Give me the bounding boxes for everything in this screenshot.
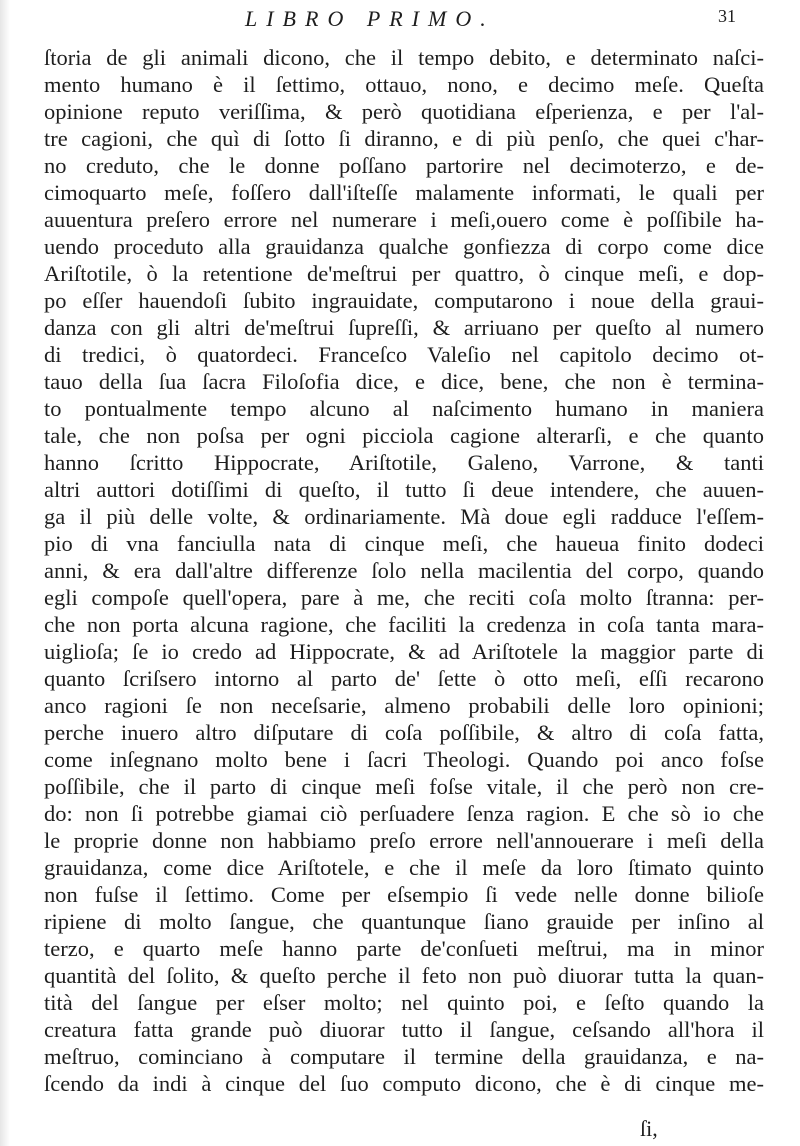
text-line: le proprie donne non habbiamo preſo errore nell'annouerare i meſi della: [44, 828, 764, 853]
page-number: 31: [718, 6, 736, 26]
text-line: opinione reputo veriſſima, & però quotidiana eſperienza, e per l'al-: [44, 99, 764, 124]
text-line: pio di vna fanciulla nata di cinque meſi, che haueua finito dodeci: [44, 531, 764, 556]
text-line: altri auttori dotiſſimi di queſto, il tutto ſi deue intendere, che auuen-: [44, 477, 764, 502]
text-line: no creduto, che le donne poſſano partorire nel decimoterzo, e de-: [44, 153, 764, 178]
text-line: quantità del ſolito, & queſto perche il feto non può diuorar tutta la quan-: [44, 963, 764, 988]
text-line: come inſegnano molto bene i ſacri Theologi. Quando poi anco foſse: [44, 747, 764, 772]
text-line: tità del ſangue per eſser molto; nel quinto poi, e ſeſto quando la: [44, 990, 764, 1015]
text-line: tale, che non poſsa per ogni picciola cagione alterarſi, e che quanto: [44, 423, 764, 448]
text-line: quanto ſcriſsero intorno al parto de' ſette ò otto meſi, eſſi recarono: [44, 666, 764, 691]
catchword: ſi,: [640, 1116, 658, 1141]
text-line: che non porta alcuna ragione, che faciliti la credenza in coſa tanta mara-: [44, 612, 764, 637]
text-line: ſtoria de gli animali dicono, che il tempo debito, e determinato naſci-: [44, 45, 764, 70]
text-line: mento humano è il ſettimo, ottauo, nono, e decimo meſe. Queſta: [44, 72, 764, 97]
text-line: creatura fatta grande può diuorar tutto il ſangue, ceſsando all'hora il: [44, 1017, 764, 1042]
text-line: non fuſse il ſettimo. Come per eſsempio ſi vede nelle donne bilioſe: [44, 882, 764, 907]
text-line: di tredici, ò quatordeci. Franceſco Valeſio nel capitolo decimo ot-: [44, 342, 764, 367]
text-line: po eſſer hauendoſi ſubito ingrauidate, computarono i noue della graui-: [44, 288, 764, 313]
text-line: poſſibile, che il parto di cinque meſi foſse vitale, il che però non cre-: [44, 774, 764, 799]
binding-edge: [0, 0, 10, 1146]
text-line: anni, & era dall'altre differenze ſolo nella macilentia del corpo, quando: [44, 558, 764, 583]
text-line: tre cagioni, che quì di ſotto ſi diranno, e di più penſo, che quei c'har-: [44, 126, 764, 151]
text-line: to pontualmente tempo alcuno al naſcimento humano in maniera: [44, 396, 764, 421]
text-line: cimoquarto meſe, foſſero dall'iſteſſe malamente informati, le quali per: [44, 180, 764, 205]
text-line: perche inuero altro diſputare di coſa poſſibile, & altro di coſa fatta,: [44, 720, 764, 745]
text-line: ripiene di molto ſangue, che quantunque ſiano grauide per inſino al: [44, 909, 764, 934]
body-text: [44, 44, 764, 1097]
text-line: grauidanza, come dice Ariſtotele, e che il meſe da loro ſtimato quinto: [44, 855, 764, 880]
text-line: egli compoſe quell'opera, pare à me, che reciti coſa molto ſtranna: per-: [44, 585, 764, 610]
text-line: meſtruo, cominciano à computare il termine della grauidanza, e na-: [44, 1044, 764, 1069]
text-line: hanno ſcritto Hippocrate, Ariſtotile, Galeno, Varrone, & tanti: [44, 450, 764, 475]
text-line: terzo, e quarto meſe hanno parte de'conſueti meſtrui, ma in minor: [44, 936, 764, 961]
text-line: Ariſtotile, ò la retentione de'meſtrui per quattro, ò cinque meſi, e dop-: [44, 261, 764, 286]
text-line: anco ragioni ſe non neceſsarie, almeno probabili delle loro opinioni;: [44, 693, 764, 718]
text-line: danza con gli altri de'meſtrui ſupreſſi, & arriuano per queſto al numero: [44, 315, 764, 340]
text-line: do: non ſi potrebbe giamai ciò perſuadere ſenza ragion. E che sò io che: [44, 801, 764, 826]
text-line: tauo della ſua ſacra Filoſofia dice, e dice, bene, che non è termina-: [44, 369, 764, 394]
running-title: LIBRO PRIMO.: [245, 6, 495, 31]
text-line: ga il più delle volte, & ordinariamente. Mà doue egli radduce l'eſſem-: [44, 504, 764, 529]
text-line: uendo proceduto alla grauidanza qualche gonfiezza di corpo come dice: [44, 234, 764, 259]
text-line: ſcendo da indi à cinque del ſuo computo dicono, che è di cinque me-: [44, 1071, 764, 1096]
running-head: [0, 6, 800, 36]
text-line: uiglioſa; ſe io credo ad Hippocrate, & ad Ariſtotele la maggior parte di: [44, 639, 764, 664]
text-line: auuentura preſero errore nel numerare i meſi,ouero come è poſſibile ha-: [44, 207, 764, 232]
